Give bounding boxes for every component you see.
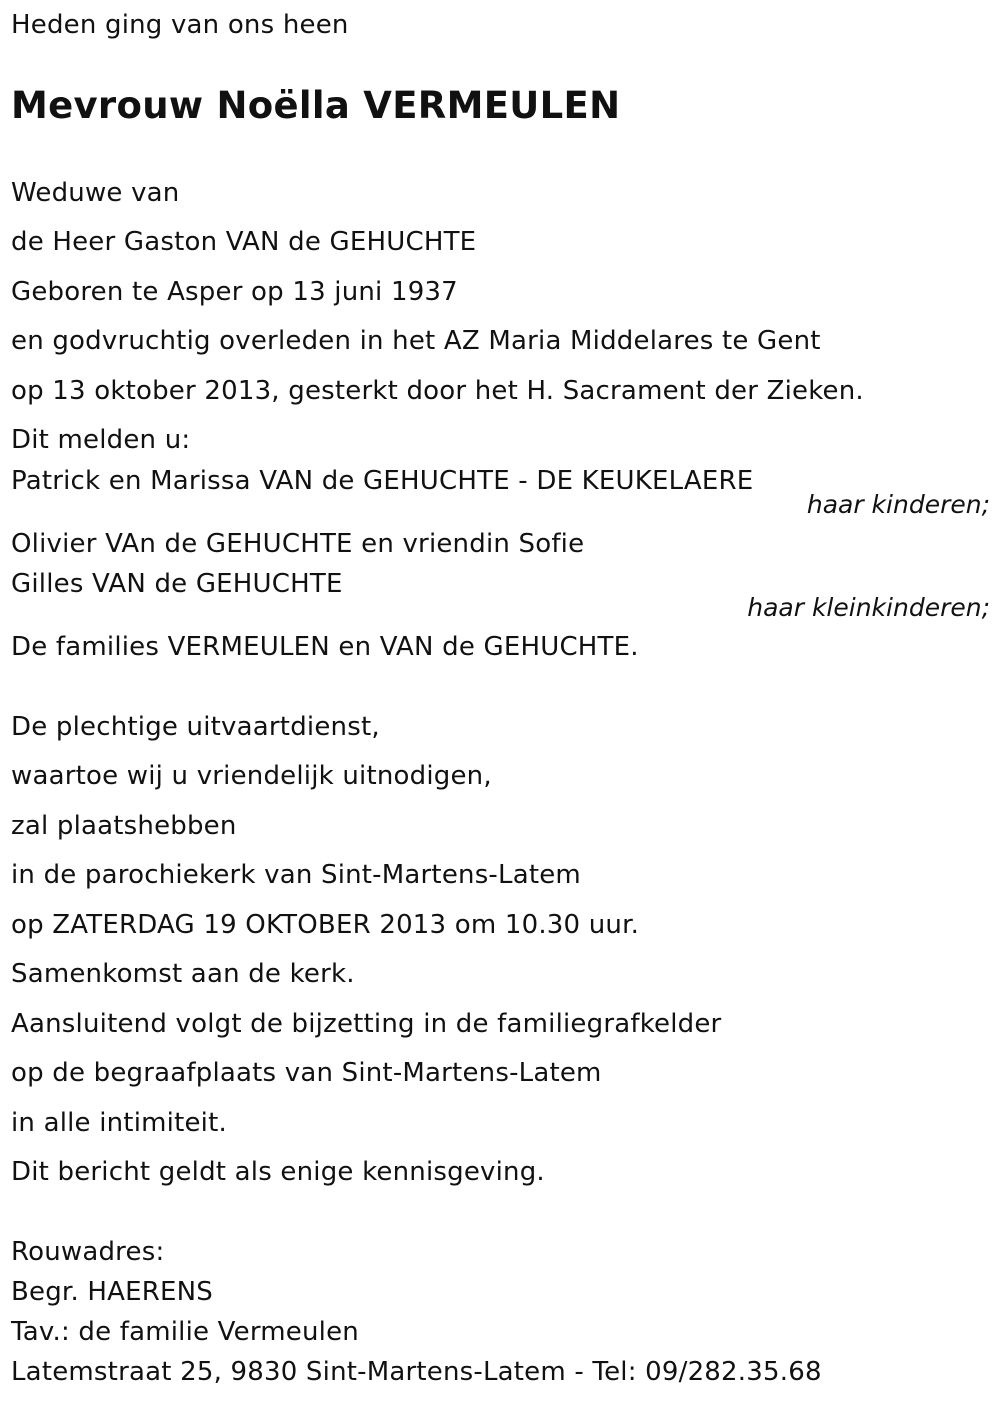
children-line: Patrick en Marissa VAN de GEHUCHTE - DE KEUKELAERE <box>11 466 754 496</box>
announced-by-label: Dit melden u: <box>11 425 191 455</box>
deceased-name: Mevrouw Noëlla VERMEULEN <box>11 84 621 127</box>
service-line-2: waartoe wij u vriendelijk uitnodigen, <box>11 761 492 791</box>
service-line-5: op ZATERDAG 19 OKTOBER 2013 om 10.30 uur. <box>11 910 640 940</box>
children-role: haar kinderen; <box>806 490 990 519</box>
service-line-10: Dit bericht geldt als enige kennisgeving. <box>11 1157 545 1187</box>
service-line-1: De plechtige uitvaartdienst, <box>11 712 380 742</box>
service-line-8: op de begraafplaats van Sint-Martens-Latem <box>11 1058 602 1088</box>
service-line-9: in alle intimiteit. <box>11 1108 227 1138</box>
death-date-line: op 13 oktober 2013, gesterkt door het H. Sacrament der Zieken. <box>11 376 864 406</box>
widow-of-label: Weduwe van <box>11 178 180 208</box>
address-label: Rouwadres: <box>11 1237 165 1267</box>
grandchild-line-2: Gilles VAN de GEHUCHTE <box>11 569 343 599</box>
spouse-name: de Heer Gaston VAN de GEHUCHTE <box>11 227 477 257</box>
service-line-7: Aansluitend volgt de bijzetting in de familiegrafkelder <box>11 1009 722 1039</box>
address-street: Latemstraat 25, 9830 Sint-Martens-Latem - Tel: 09/282.35.68 <box>11 1357 822 1387</box>
intro-text: Heden ging van ons heen <box>11 10 349 40</box>
service-line-6: Samenkomst aan de kerk. <box>11 959 355 989</box>
death-place-line: en godvruchtig overleden in het AZ Maria Middelares te Gent <box>11 326 821 356</box>
service-line-3: zal plaatshebben <box>11 811 237 841</box>
address-name: Begr. HAERENS <box>11 1277 213 1307</box>
grandchild-line-1: Olivier VAn de GEHUCHTE en vriendin Sofie <box>11 529 585 559</box>
address-attention: Tav.: de familie Vermeulen <box>11 1317 359 1347</box>
families-line: De families VERMEULEN en VAN de GEHUCHTE. <box>11 632 639 662</box>
grandchildren-role: haar kleinkinderen; <box>747 593 990 622</box>
birth-line: Geboren te Asper op 13 juni 1937 <box>11 277 458 307</box>
service-line-4: in de parochiekerk van Sint-Martens-Latem <box>11 860 581 890</box>
